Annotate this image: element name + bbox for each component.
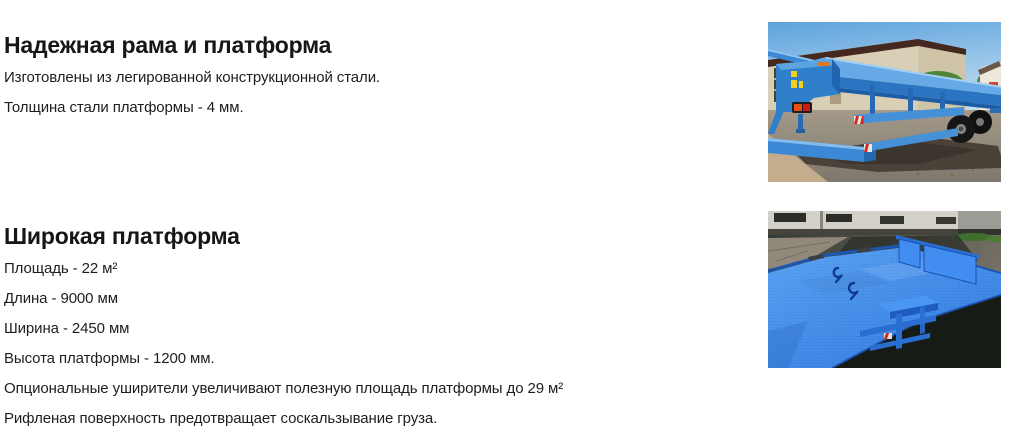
feature-text-line: Рифленая поверхность предотвращает соскальзывание груза. bbox=[4, 410, 438, 427]
feature-text-line: Высота платформы - 1200 мм. bbox=[4, 350, 215, 367]
feature-text-line: Длина - 9000 мм bbox=[4, 290, 118, 307]
feature-section-frame bbox=[4, 32, 380, 123]
warning-sticker bbox=[799, 81, 803, 88]
feature-title-platform: Широкая платформа bbox=[4, 223, 240, 249]
feature-section-platform bbox=[4, 223, 563, 434]
feature-title-frame: Надежная рама и платформа bbox=[4, 32, 332, 58]
platform-deck-illustration bbox=[768, 211, 1001, 368]
trailer-rear-photo bbox=[768, 22, 1001, 182]
orange-marker bbox=[818, 62, 830, 66]
feature-text-line: Толщина стали платформы - 4 мм. bbox=[4, 99, 244, 116]
feature-text-line: Ширина - 2450 мм bbox=[4, 320, 130, 337]
warning-sticker bbox=[791, 80, 797, 88]
feature-text-line: Изготовлены из легированной конструкционной стали. bbox=[4, 69, 381, 86]
platform-deck-photo bbox=[768, 211, 1001, 368]
trailer-rear-illustration bbox=[768, 22, 1001, 182]
feature-text-line: Площадь - 22 м² bbox=[4, 260, 118, 277]
warning-sticker bbox=[791, 71, 797, 77]
feature-text-line: Опциональные уширители увеличивают полезную площадь платформы до 29 м² bbox=[4, 380, 564, 397]
